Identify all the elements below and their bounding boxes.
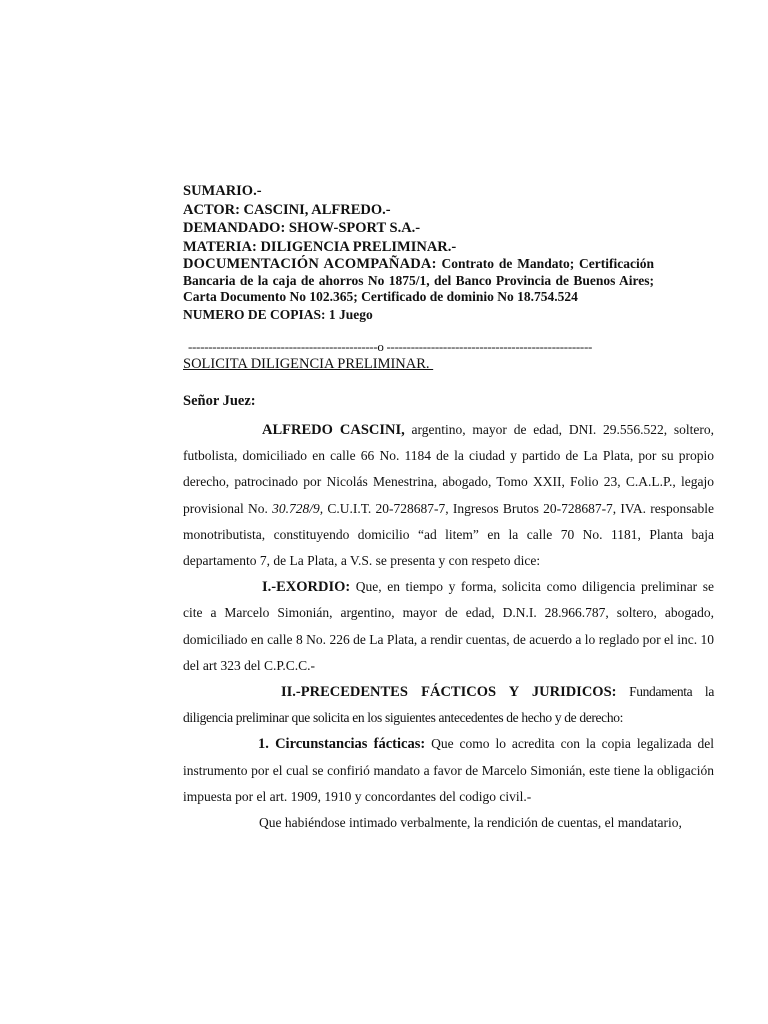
- documentacion-label: DOCUMENTACIÓN ACOMPAÑADA:: [183, 256, 437, 272]
- actor-line: ACTOR: CASCINI, ALFREDO.-: [183, 201, 391, 218]
- documentacion-text: Contrato de Mandato; Certificación Bancaria de la caja de ahorros No 1875/1, del Banco Provincia de Buenos Aires; Carta Documento No 102.365; Certificado de dominio No 18.754.524: [183, 256, 655, 304]
- actor-name: ALFREDO CASCINI,: [262, 422, 405, 438]
- demandado-line: DEMANDADO: SHOW-SPORT S.A.-: [183, 220, 421, 236]
- circunstancias-heading: 1. Circunstancias fácticas:: [258, 736, 426, 753]
- document-heading: SOLICITA DILIGENCIA PRELIMINAR.: [183, 356, 434, 372]
- salutation: Señor Juez:: [183, 393, 256, 409]
- presentation-text-a: argentino, mayor de edad, DNI. 29.556.522, soltero, futbolista, domiciliado en calle 66 No. 1184 de la ciudad y partido de La Plata, por su propio derecho, patrocinado por Nicolás Menestrina, abogado, Tomo XXII, Folio 23, C.A.L.P., legajo provisional No.: [183, 422, 714, 516]
- circunstancias-text: Que como lo acredita con la copia legalizada del instrumento por el cual se confirió mandato a favor de Marcelo Simonián, este tiene la obligación impuesta por el art. 1909, 1910 y concordantes del codigo civil.-: [183, 736, 714, 804]
- sumario-title: SUMARIO.-: [183, 183, 262, 199]
- materia-line: MATERIA: DILIGENCIA PRELIMINAR.-: [183, 238, 457, 255]
- paragraph-precedentes: [183, 679, 714, 731]
- precedentes-heading: II.-PRECEDENTES FÁCTICOS Y JURIDICOS:: [281, 684, 617, 701]
- paragraph-exordio: [183, 574, 714, 679]
- documentacion-block: [183, 256, 654, 306]
- numero-copias-value: 1 Juego: [328, 306, 373, 322]
- numero-copias-label: NUMERO DE COPIAS:: [183, 306, 326, 322]
- paragraph-circunstancias: [183, 731, 714, 810]
- presentation-text-b: C.U.I.T. 20-728687-7, Ingresos Brutos 20-728687-7, IVA. responsable monotributista, constituyendo domicilio “ad litem” en la calle 70 No. 1181, Planta baja departamento 7, de La Plata, a V.S. se presenta y con respeto dice:: [183, 500, 714, 569]
- legajo-number: 30.728/9,: [272, 500, 324, 516]
- separator-line: -----------------------------------------------o ---------------------------------------------------: [188, 339, 593, 354]
- document-body: [183, 417, 714, 836]
- precedentes-text: Fundamenta la diligencia preliminar que solicita en los siguientes antecedentes de hecho y de derecho:: [183, 684, 714, 726]
- paragraph-presentation: [183, 417, 714, 574]
- summary-block: [183, 182, 654, 324]
- intimacion-text: Que habiéndose intimado verbalmente, la rendición de cuentas, el mandatario,: [259, 815, 682, 831]
- numero-copias-line: [183, 306, 654, 324]
- paragraph-intimacion: [183, 810, 714, 836]
- exordio-text: Que, en tiempo y forma, solicita como diligencia preliminar se cite a Marcelo Simonián, argentino, mayor de edad, D.N.I. 28.966.787, soltero, abogado, domiciliado en calle 8 No. 226 de La Plata, a rendir cuentas, de acuerdo a lo reglado por el inc. 10 del art 323 del C.P.C.C.-: [183, 579, 714, 673]
- exordio-heading: I.-EXORDIO:: [262, 579, 351, 596]
